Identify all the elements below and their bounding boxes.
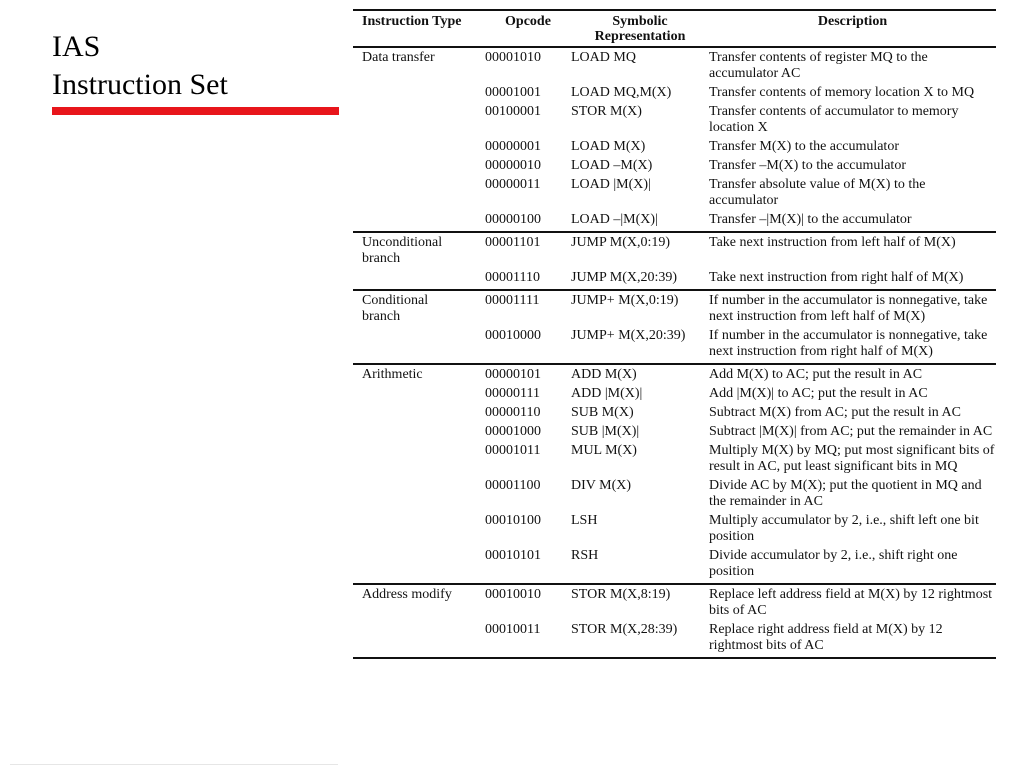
table-row <box>353 290 996 328</box>
table-row <box>353 270 996 290</box>
instruction-type-cell <box>353 364 485 386</box>
header-symbolic-line2: Representation <box>594 29 686 44</box>
description-cell: Transfer –M(X) to the accumulator <box>709 158 906 173</box>
symbolic-cell: JUMP M(X,0:19) <box>571 235 671 250</box>
opcode-cell: 00100001 <box>485 104 541 119</box>
description-cell: Add |M(X)| to AC; put the result in AC <box>709 386 928 401</box>
description-cell: Divide AC by M(X); put the quotient in MQ and the remainder in AC <box>709 478 982 509</box>
description-cell: If number in the accumulator is nonnegative, take next instruction from left half of M(X) <box>709 293 988 324</box>
symbolic-cell: DIV M(X) <box>571 478 632 493</box>
instruction-type-line1: Data transfer <box>362 50 435 65</box>
opcode-cell: 00001011 <box>485 443 541 458</box>
symbolic-cell: SUB M(X) <box>571 405 634 420</box>
opcode-cell: 00000011 <box>485 177 541 192</box>
symbolic-cell: ADD M(X) <box>571 367 637 382</box>
description-cell: Multiply M(X) by MQ; put most significant bits of result in AC, put least significant bits in MQ <box>709 443 995 474</box>
instruction-type-cell <box>353 158 485 177</box>
description-cell: Replace right address field at M(X) by 12 rightmost bits of AC <box>709 622 943 653</box>
instruction-type-cell <box>353 290 485 328</box>
opcode-cell: 00010100 <box>485 513 541 528</box>
instruction-type-cell <box>353 443 485 478</box>
symbolic-cell: STOR M(X,8:19) <box>571 587 671 602</box>
description-cell: Transfer M(X) to the accumulator <box>709 139 899 154</box>
symbolic-cell: LOAD MQ <box>571 50 636 65</box>
table-row <box>353 158 996 177</box>
header-opcode: Opcode <box>505 14 551 29</box>
table-row <box>353 47 996 85</box>
symbolic-cell: LSH <box>571 513 598 528</box>
instruction-type-cell <box>353 513 485 548</box>
instruction-type-line2: branch <box>362 251 401 266</box>
description-cell: Replace left address field at M(X) by 12 rightmost bits of AC <box>709 587 993 618</box>
table-header <box>353 10 996 47</box>
opcode-cell: 00010011 <box>485 622 541 637</box>
symbolic-cell: ADD |M(X)| <box>571 386 643 401</box>
opcode-cell: 00001100 <box>485 478 541 493</box>
opcode-cell: 00010000 <box>485 328 541 343</box>
instruction-set-table <box>353 9 996 659</box>
description-cell: Transfer contents of accumulator to memory location X <box>709 104 959 135</box>
table-row <box>353 364 996 386</box>
description-cell: If number in the accumulator is nonnegative, take next instruction from right half of M(X) <box>709 328 988 359</box>
header-symbolic-line1: Symbolic <box>612 14 668 29</box>
instruction-type-cell <box>353 622 485 658</box>
instruction-group <box>353 584 996 658</box>
header-description: Description <box>817 14 888 29</box>
instruction-type-cell <box>353 548 485 584</box>
table-row <box>353 139 996 158</box>
opcode-cell: 00000100 <box>485 212 541 227</box>
table-row <box>353 104 996 139</box>
table-row <box>353 85 996 104</box>
table-row <box>353 232 996 270</box>
description-cell: Transfer contents of register MQ to the accumulator AC <box>709 50 928 81</box>
instruction-type-cell <box>353 424 485 443</box>
table-row <box>353 177 996 212</box>
instruction-type-cell <box>353 85 485 104</box>
opcode-cell: 00001000 <box>485 424 541 439</box>
table-row <box>353 584 996 622</box>
description-cell: Transfer absolute value of M(X) to the accumulator <box>709 177 926 208</box>
instruction-group <box>353 364 996 584</box>
table-row <box>353 212 996 232</box>
opcode-cell: 00001110 <box>485 270 540 285</box>
instruction-type-cell <box>353 328 485 364</box>
description-cell: Transfer –|M(X)| to the accumulator <box>709 212 912 227</box>
slide-title-line2: Instruction Set <box>52 68 228 101</box>
symbolic-cell: JUMP+ M(X,20:39) <box>571 328 686 343</box>
opcode-cell: 00000111 <box>485 386 540 401</box>
symbolic-cell: SUB |M(X)| <box>571 424 640 439</box>
header-symbolic <box>571 10 709 47</box>
opcode-cell: 00001010 <box>485 50 541 65</box>
table-row <box>353 478 996 513</box>
instruction-type-cell <box>353 104 485 139</box>
symbolic-cell: LOAD –|M(X)| <box>571 212 658 227</box>
instruction-group <box>353 47 996 232</box>
instruction-type-cell <box>353 177 485 212</box>
opcode-cell: 00010010 <box>485 587 541 602</box>
instruction-type-cell <box>353 47 485 85</box>
instruction-type-cell <box>353 270 485 290</box>
instruction-group <box>353 232 996 290</box>
symbolic-cell: LOAD |M(X)| <box>571 177 651 192</box>
opcode-cell: 00001001 <box>485 85 541 100</box>
instruction-type-cell <box>353 478 485 513</box>
description-cell: Take next instruction from right half of M(X) <box>709 270 964 285</box>
description-cell: Add M(X) to AC; put the result in AC <box>709 367 923 382</box>
header-instruction-type: Instruction Type <box>362 14 462 29</box>
opcode-cell: 00001111 <box>485 293 540 308</box>
description-cell: Transfer contents of memory location X to MQ <box>709 85 975 100</box>
symbolic-cell: RSH <box>571 548 599 563</box>
instruction-type-line1: Address modify <box>362 587 452 602</box>
symbolic-cell: JUMP+ M(X,0:19) <box>571 293 679 308</box>
symbolic-cell: LOAD –M(X) <box>571 158 653 173</box>
table-row <box>353 548 996 584</box>
instruction-type-cell <box>353 232 485 270</box>
description-cell: Subtract M(X) from AC; put the result in AC <box>709 405 961 420</box>
title-accent-bar <box>52 107 339 115</box>
footer-divider <box>10 764 338 765</box>
symbolic-cell: LOAD MQ,M(X) <box>571 85 672 100</box>
symbolic-cell: JUMP M(X,20:39) <box>571 270 678 285</box>
table-row <box>353 405 996 424</box>
symbolic-cell: STOR M(X) <box>571 104 642 119</box>
symbolic-cell: MUL M(X) <box>571 443 637 458</box>
opcode-cell: 00000001 <box>485 139 541 154</box>
slide-title <box>52 28 228 104</box>
description-cell: Divide accumulator by 2, i.e., shift right one position <box>709 548 958 579</box>
table-row <box>353 386 996 405</box>
symbolic-cell: LOAD M(X) <box>571 139 646 154</box>
instruction-type-cell <box>353 212 485 232</box>
instruction-type-cell <box>353 386 485 405</box>
table-row <box>353 513 996 548</box>
table-row <box>353 622 996 658</box>
symbolic-cell: STOR M(X,28:39) <box>571 622 678 637</box>
opcode-cell: 00001101 <box>485 235 541 250</box>
instruction-type-cell <box>353 405 485 424</box>
opcode-cell: 00000110 <box>485 405 541 420</box>
opcode-cell: 00000010 <box>485 158 541 173</box>
opcode-cell: 00010101 <box>485 548 541 563</box>
instruction-type-cell <box>353 139 485 158</box>
instruction-type-line1: Conditional <box>362 293 429 308</box>
description-cell: Take next instruction from left half of M(X) <box>709 235 956 250</box>
description-cell: Multiply accumulator by 2, i.e., shift left one bit position <box>709 513 979 544</box>
instruction-type-line2: branch <box>362 309 401 324</box>
instruction-type-cell <box>353 584 485 622</box>
opcode-cell: 00000101 <box>485 367 541 382</box>
instruction-type-line1: Unconditional <box>362 235 443 250</box>
slide-title-line1: IAS <box>52 30 101 63</box>
table-row <box>353 443 996 478</box>
table-row <box>353 424 996 443</box>
instruction-type-line1: Arithmetic <box>362 367 423 382</box>
instruction-group <box>353 290 996 364</box>
table-row <box>353 328 996 364</box>
description-cell: Subtract |M(X)| from AC; put the remainder in AC <box>709 424 993 439</box>
